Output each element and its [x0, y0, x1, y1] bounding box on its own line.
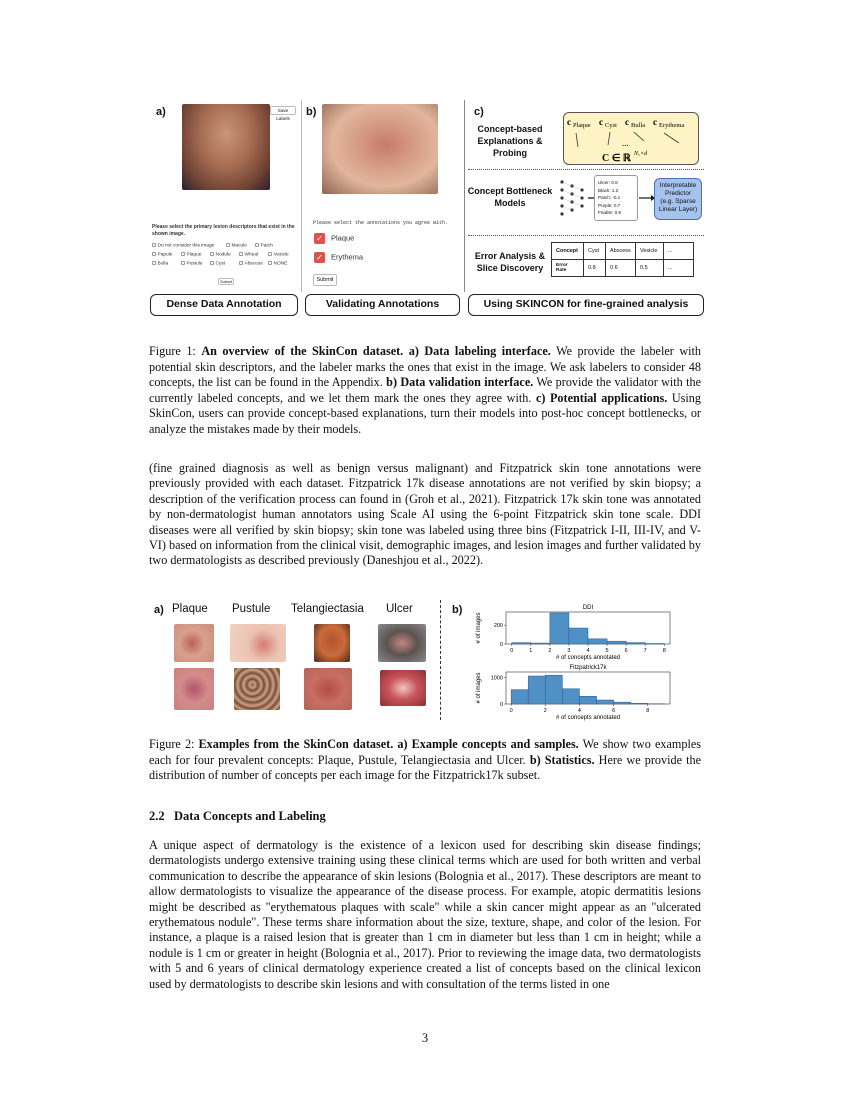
- caption-bold: b) Data validation interface.: [386, 375, 534, 390]
- table-cell: 0.8: [584, 260, 606, 277]
- option-checkbox[interactable]: [239, 252, 258, 257]
- paragraph-2: A unique aspect of dermatology is the existence of a lexicon used for describing skin disease findings; dermatologists undergo extensive training using these clinical terms which are used for both written and verbal communication to describe the appearance of skin lesions (Bolognia et al., 2017). These descriptors are meant to allow dermatologists to visualize the appearance of the disease process. For example, atopic dermatitis lesions might be described as "erythematous plaques with scale" while a skin cancer might appear as an "ulcerated erythematous nodule". These terms share information about the size, texture, shape, and color of the lesion. For instance, a plaque is a raised lesion that is greater than 1 cm in diameter but less than 1 cm in height; while a nodule is 1 cm or greater in height (Bolognia et al., 2017). Prior to reviewing the image data, two dermatologists with 5 and 6 years of clinical dermatology experience created a list of concepts based on the clinical lexicon used by dermatologists to describe skin lesions and with consultation of the terms listed in one: [149, 838, 701, 991]
- checkbox-icon: [152, 252, 156, 256]
- x-tick-label: 7: [643, 648, 647, 654]
- svg-text:Bulla: Bulla: [631, 122, 646, 129]
- option-label: Macule: [231, 243, 247, 249]
- svg-text:c: c: [625, 117, 629, 127]
- panel-a-letter: a): [156, 106, 166, 118]
- option-checkbox[interactable]: [268, 261, 287, 266]
- histogram-bar: [607, 641, 626, 644]
- histogram-bar: [614, 702, 631, 704]
- concept-space-box: [563, 112, 699, 165]
- option-checkbox[interactable]: [152, 261, 168, 266]
- pustule-image-2: [234, 668, 280, 710]
- table-cell: ...: [664, 260, 694, 277]
- histogram-bar: [626, 643, 645, 644]
- concept-label-ulcer: Ulcer: [386, 603, 413, 615]
- table-cell: ...: [664, 243, 694, 260]
- lesion-image: [322, 104, 438, 194]
- cbm-value: Black: 1.2: [598, 187, 619, 193]
- x-tick-label: 8: [646, 708, 650, 714]
- option-label: Cyst: [215, 261, 226, 267]
- validation-prompt: Please select the annotations you agree with.: [313, 220, 449, 226]
- cbm-value: Patch: -0.1: [598, 195, 621, 201]
- panel-divider: [301, 100, 302, 292]
- caption-prefix: Figure 2:: [149, 737, 199, 751]
- labeling-prompt: Please select the primary lesion descriptors that exist in the shown image.: [152, 224, 295, 237]
- option-label: Vesicle: [273, 252, 289, 258]
- predictor-line: (e.g. Sparse: [660, 198, 696, 205]
- chart-title: DDI: [582, 605, 594, 611]
- y-tick-label: 0: [499, 642, 503, 648]
- histogram-bar: [597, 700, 614, 704]
- x-tick-label: 4: [577, 708, 581, 714]
- check-icon: ✓: [314, 233, 325, 244]
- section-heading: [149, 809, 326, 824]
- option-checkbox[interactable]: [210, 252, 231, 257]
- caption-text: We provide the labeler with potential skin descriptors, and the labeler marks the ones that exist in the image. We ask labelers to consider 48 concepts, the list can be found in the Appendix.: [149, 344, 702, 390]
- predictor-line: Linear Layer): [658, 206, 698, 213]
- x-tick-label: 2: [548, 648, 552, 654]
- submit-button-a[interactable]: Submit: [218, 278, 234, 285]
- option-checkbox[interactable]: [239, 261, 263, 266]
- panel-divider-dashed: [440, 600, 441, 720]
- ulcer-image-2: [380, 670, 426, 706]
- caption-bold: c) Potential applications.: [535, 390, 668, 405]
- histogram-bar: [569, 628, 588, 644]
- option-plaque[interactable]: [314, 233, 354, 244]
- predictor-line: Predictor: [664, 190, 691, 197]
- histogram-bar: [550, 613, 569, 644]
- table-cell: Concept: [552, 243, 584, 260]
- section-title: Data Concepts and Labeling: [174, 809, 326, 823]
- option-label: Plaque: [186, 252, 202, 258]
- panel-divider: [464, 100, 465, 292]
- svg-text:Erythema: Erythema: [659, 122, 685, 129]
- option-checkbox[interactable]: [152, 243, 214, 248]
- option-checkbox[interactable]: [226, 243, 247, 248]
- x-axis-label: # of concepts annotated: [555, 655, 621, 661]
- x-tick-label: 1: [529, 648, 533, 654]
- x-tick-label: 5: [605, 648, 609, 654]
- row-label-error-analysis: Error Analysis & Slice Discovery: [474, 251, 546, 273]
- checkbox-icon: [255, 243, 259, 247]
- cbm-value: Purple: 0.7: [598, 202, 621, 208]
- svg-text:Cyst: Cyst: [605, 122, 617, 129]
- table-cell: 0.5: [636, 260, 664, 277]
- table-header-row: [552, 243, 694, 260]
- caption-text: Using SkinCon, users can provide concept-based explanations, turn their models into post-hoc concept bottlenecks, or analyze the mistakes made by their models.: [149, 390, 701, 436]
- checkbox-icon: [152, 243, 156, 247]
- page-number: 3: [421, 1031, 429, 1045]
- y-axis-label: # of images: [476, 612, 482, 644]
- checkbox-icon: [210, 261, 214, 265]
- concept-label-telangiectasia: Telangiectasia: [291, 603, 364, 615]
- panel-c-letter: c): [474, 106, 484, 118]
- histogram-bar: [579, 696, 596, 704]
- ulcer-image-1: [378, 624, 426, 662]
- cbm-value: Ulcer: 0.8: [598, 180, 618, 185]
- scalp-image: [182, 104, 270, 190]
- concept-vectors: [564, 113, 700, 166]
- option-label: Plaque: [331, 233, 355, 243]
- checkbox-icon: [239, 261, 243, 265]
- check-icon: ✓: [314, 252, 325, 263]
- table-row: [552, 260, 694, 277]
- svg-text:...: ...: [622, 138, 629, 148]
- figure-1-caption: [149, 344, 701, 438]
- table-cell: 0.6: [606, 260, 636, 277]
- option-label: Wheal: [244, 252, 259, 258]
- concept-histograms: [468, 598, 708, 722]
- row-label-explanations: Concept-based Explanations & Probing: [477, 124, 543, 158]
- row-label-bottleneck: Concept Bottleneck Models: [467, 186, 553, 208]
- x-axis-label: # of concepts annotated: [555, 715, 621, 721]
- option-label: Nodule: [215, 252, 231, 258]
- option-checkbox[interactable]: [210, 261, 225, 266]
- svg-text:C ∈ ℝ: C ∈ ℝ: [602, 153, 631, 164]
- predictor-line: Interpretable: [659, 182, 697, 189]
- checkbox-icon: [210, 252, 214, 256]
- x-tick-label: 0: [509, 708, 513, 714]
- caption-text: We show two examples each for four prevalent concepts: Plaque, Pustule, Telangiectasia and Ulcer.: [149, 737, 701, 767]
- x-tick-label: 6: [612, 708, 616, 714]
- histogram-bar: [631, 703, 648, 704]
- x-tick-label: 3: [567, 648, 571, 654]
- checkbox-icon: [226, 243, 230, 247]
- option-checkbox[interactable]: [152, 252, 172, 257]
- x-tick-label: 6: [624, 648, 628, 654]
- option-checkbox[interactable]: [181, 252, 201, 257]
- figure-2: [148, 598, 708, 720]
- y-tick-label: 1000: [490, 675, 503, 682]
- telangiectasia-image-1: [314, 624, 350, 662]
- histogram-bar: [562, 689, 579, 704]
- histogram-bar: [512, 643, 531, 644]
- svg-text:N꜀×d: N꜀×d: [634, 151, 648, 157]
- checkbox-icon: [268, 252, 272, 256]
- svg-text:c: c: [599, 117, 603, 127]
- cbm-concept-values: [594, 175, 638, 221]
- concept-label-plaque: Plaque: [172, 603, 208, 615]
- table-cell: Error Rate: [552, 260, 584, 277]
- paragraph-1: (fine grained diagnosis as well as benign versus malignant) and Fitzpatrick skin tone annotations were previously provided with each dataset. Fitzpatrick 17k disease annotations are not verified by skin biopsy; a description of the verification process can found in (Groh et al., 2021). Fitzpatrick 17k skin tone was annotated by non-dermatologist human annotators using Scale AI using the 6-point Fitzpatrick skin tone scale. DDI diseases were all verified by skin biopsy; skin tone was labeled using three bins (Fitzpatrick I-II, III-IV, and V-VI) based on information from the clinical visit, demographic images, and lesion images and further validated by two dermatologists as described previously (Daneshjou et al., 2022).: [149, 461, 701, 568]
- histogram-bar: [545, 675, 562, 704]
- histogram-bar: [588, 639, 607, 644]
- error-rate-table: [551, 242, 694, 277]
- y-axis-label: # of images: [476, 672, 482, 704]
- pustule-image-1: [230, 624, 286, 662]
- histogram-bar: [531, 643, 550, 644]
- table-cell: Cyst: [584, 243, 606, 260]
- histogram-bar: [528, 676, 545, 704]
- option-label: Papule: [157, 252, 173, 258]
- svg-text:c: c: [653, 117, 657, 127]
- plaque-image-2: [174, 668, 214, 710]
- caption-bold: b) Statistics.: [529, 752, 595, 767]
- checkbox-icon: [181, 252, 185, 256]
- interpretable-predictor: [654, 178, 702, 220]
- y-tick-label: 200: [493, 623, 503, 630]
- svg-text:Plaque: Plaque: [573, 122, 591, 129]
- option-label: NONE: [273, 261, 288, 267]
- figure-2-caption: [149, 737, 701, 784]
- checkbox-icon: [181, 261, 185, 265]
- x-tick-label: 2: [543, 708, 547, 714]
- chart-title: Fitzpatrick17k: [569, 665, 607, 671]
- x-tick-label: 0: [510, 648, 514, 654]
- caption-box-b: Validating Annotations: [305, 294, 460, 316]
- caption-text: We provide the validator with the currently labeled concepts, and we let them mark the ones they agree with.: [149, 375, 702, 405]
- x-tick-label: 8: [662, 648, 666, 654]
- fig2-panel-b-letter: b): [452, 604, 463, 616]
- x-tick-label: 4: [586, 648, 590, 654]
- caption-bold: An overview of the SkinCon dataset. a) Data labeling interface.: [201, 344, 551, 358]
- checkbox-icon: [268, 261, 272, 265]
- y-tick-label: 0: [499, 702, 503, 708]
- option-erythema[interactable]: [314, 252, 363, 263]
- option-checkbox[interactable]: [268, 252, 289, 257]
- caption-box-a: Dense Data Annotation: [150, 294, 298, 316]
- caption-text: Here we provide the distribution of number of concepts per each image for the Fitzpatrick17k subset.: [149, 752, 701, 783]
- table-cell: Abscess: [606, 243, 636, 260]
- checkbox-icon: [239, 252, 243, 256]
- option-label: Abscess: [244, 261, 263, 267]
- option-label: Patch: [260, 243, 273, 249]
- option-checkbox[interactable]: [181, 261, 203, 266]
- figure-1: [148, 100, 704, 322]
- histogram-bar: [511, 690, 528, 704]
- option-label: Erythema: [331, 252, 364, 262]
- submit-button-b[interactable]: Submit: [313, 274, 337, 286]
- cbm-value: Friable: 0.9: [598, 210, 621, 216]
- svg-text:c: c: [567, 117, 571, 127]
- checkbox-icon: [152, 261, 156, 265]
- option-label: Bulla: [157, 261, 169, 267]
- plaque-image-1: [174, 624, 214, 662]
- section-number: 2.2: [149, 809, 165, 823]
- table-cell: Vesicle: [636, 243, 664, 260]
- caption-box-c: Using SKINCON for fine-grained analysis: [468, 294, 704, 316]
- panel-b-letter: b): [306, 106, 317, 118]
- fig2-panel-a-letter: a): [154, 604, 164, 616]
- row-separator: [468, 169, 704, 170]
- concept-label-pustule: Pustule: [232, 603, 271, 615]
- option-label: Pustule: [186, 261, 203, 267]
- caption-bold: Examples from the SkinCon dataset. a) Example concepts and samples.: [198, 737, 579, 751]
- caption-prefix: Figure 1:: [149, 344, 202, 358]
- save-labels-button[interactable]: Save Labels: [270, 106, 296, 115]
- option-label: Do not consider this image: [157, 243, 215, 249]
- row-separator: [468, 235, 704, 236]
- telangiectasia-image-2: [304, 668, 352, 710]
- option-checkbox[interactable]: [255, 243, 273, 248]
